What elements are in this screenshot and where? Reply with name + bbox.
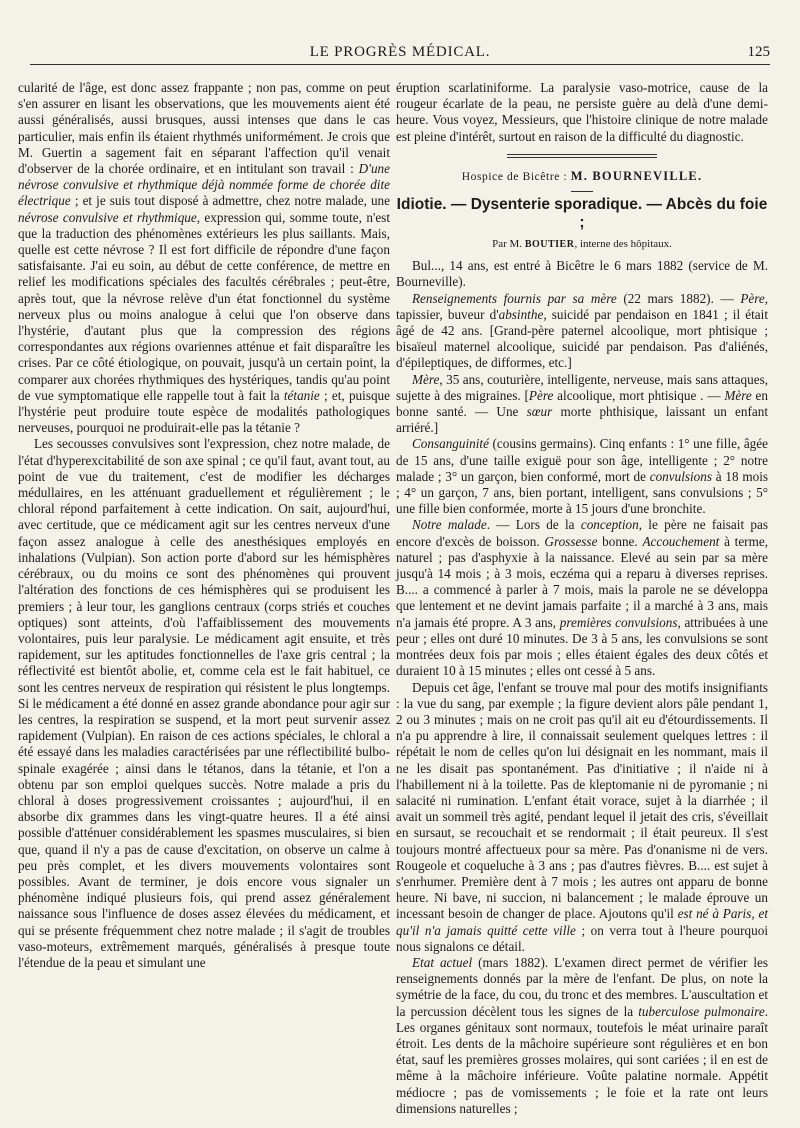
text-run: , attribuées à une peur ; elles ont duré 10 minutes. De 3 à 5 ans, les convulsions se sont montrées deux fois par mois ; elles étaient égales des deux côtés et duraient 10 à 15 minutes ; elles ont cessé à 5 ans. (396, 614, 768, 679)
page-header (30, 44, 770, 65)
text-run: ; et je suis tout disposé à admettre, chez notre malade, une (70, 193, 390, 209)
italic-text: névrose convulsive et rhythmique (18, 209, 197, 225)
text-run: alcoolique, mort phtisique . — (553, 387, 725, 403)
italic-text: tuberculose pulmonaire (638, 1003, 765, 1019)
text-run: . Les organes génitaux sont normaux, toutefois le méat urinaire paraît étroit. Les dents de la mâchoire supérieure sont régulières et en bon état, sauf les premières grosses molaires, qui sont cariées ; il en est de même à la mâchoire inférieure. Voûte palatine normale. Appétit médiocre ; pas de vomissements ; le foie et la rate ont leurs dimensions naturelles ; (396, 1003, 768, 1116)
article-title: Idiotie. — Dysenterie sporadique. — Abcès du foie ; (396, 196, 768, 232)
byline (396, 236, 768, 253)
italic-text: premières convulsions (559, 614, 678, 630)
page-number: 125 (747, 44, 770, 60)
italic-text: Père (528, 387, 554, 403)
text-run: ; on verra tout à l'heure pourquoi nous signalons ce détail. (396, 922, 768, 954)
byline-author: BOUTIER (524, 239, 575, 251)
text-run: éruption scarlatiniforme. La paralysie vaso-motrice, cause de la rougeur écarlate de la peau, ne persiste guère au delà d'une demi-heure. Vous voyez, Messieurs, que l'histoire clinique de notre malade est pleine d'intérêt, surtout en raison de la difficulté du diagnostic. (396, 80, 768, 144)
italic-text: Mère (724, 387, 752, 403)
hospice-name: Hospice de Bicêtre : (461, 170, 568, 183)
italic-text: Père (740, 290, 765, 306)
text-run: ; et, puisque l'hystérie peut produire toute espèce de modalités pathologiques nerveuses, pourquoi ne produirait-elle pas la tétanie ? (18, 387, 390, 436)
text-run: bonne. (597, 533, 643, 549)
paragraph (396, 291, 768, 372)
paragraph (396, 436, 768, 517)
italic-text: Renseignements fournis par sa mère (412, 290, 617, 306)
paragraph (396, 80, 768, 145)
right-column (396, 80, 768, 1117)
text-run: , le père ne faisait pas encore d'excès de boisson. (396, 517, 768, 549)
text-run: morte phthisique, laissant un enfant arriéré.] (396, 404, 768, 436)
italic-text: Etat actuel (412, 954, 473, 970)
running-title: LE PROGRÈS MÉDICAL. (309, 44, 491, 60)
small-separator (571, 191, 593, 192)
italic-text: tétanie (283, 387, 320, 403)
text-run: , 35 ans, couturière, intelligente, nerveuse, mais sans attaques, sujette à des migraines. [ (396, 371, 768, 403)
text-run: à 18 mois ; 4° un garçon, 7 ans, bien portant, intelligent, sans convulsions ; 5° une fille bien conformée, morte à 15 jours d'une bronchite. (396, 468, 768, 517)
paragraph (396, 372, 768, 437)
hospice-heading (396, 168, 768, 185)
text-run: (22 mars 1882). — (616, 290, 741, 306)
paragraph (18, 436, 390, 971)
text-run: , expression qui, somme toute, n'est que la traduction des phénomènes extérieurs les plus saillants. Mais, quelle est cette névrose ? Il est fort difficile de répondre d'une façon satisfaisante. J'ai eu soin, au début de cette conférence, de mettre en relief les modifications spéciales des facultés cérébrales ; peut-être, après tout, que la névrose relève d'un état fonctionnel du système nerveux plus ou moins analogue à celui que l'on observe dans l'hystérie, d'autant plus que la compression des régions correspondantes aux régions ovariennes atténue et fait disparaître les crises. Par ce côté étiologique, on pouvait, jusqu'à un certain point, la comparer aux chorées rhythmiques des hystériques, tandis qu'au point de vue symptomatique elle rappelle tout à fait la (18, 209, 390, 403)
byline-prefix: Par M. (492, 238, 523, 251)
paragraph (396, 517, 768, 679)
text-run: en bonne santé. — Une (396, 387, 768, 420)
paragraph (18, 80, 390, 436)
text-run: . — Lors de la (486, 517, 581, 533)
paragraph (396, 258, 768, 290)
byline-suffix: , interne des hôpitaux. (574, 238, 672, 251)
italic-text: conception (580, 517, 639, 533)
text-run: , suicidé par pendaison en 1841 ; il était âgé de 42 ans. [Grand-père paternel alcoolique, mort phtisique ; bisaïeul maternel alcoolique, suicidé par pendaison. Pas d'aliénés, d'épileptiques, de difformes, etc.] (396, 306, 768, 371)
italic-text: Consanguinité (412, 436, 489, 452)
left-column (18, 80, 390, 971)
italic-text: D'une névrose convulsive et rhythmique déjà nommée forme de chorée dite électrique (18, 161, 390, 209)
section-separator (507, 154, 657, 158)
italic-text: convulsions (649, 468, 713, 484)
italic-text: Accouchement (642, 533, 720, 549)
text-run: cularité de l'âge, est donc assez frappante ; non pas, comme on peut s'en assurer en lisant les observations, que les mouvements aient été aussi généralisés, aussi brusques, aussi intenses que dans le cas particulier, mais enfin ils étaient rhythmés uniformément. Je crois que M. Guertin a sagement fait en séparant l'affection qu'il venait d'observer de la chorée ordinaire, et en intitulant son travail : (18, 80, 390, 177)
italic-text: est né à Paris, et qu'il n'a jamais quitté cette ville (396, 906, 768, 938)
text-run: Les secousses convulsives sont l'expression, chez notre malade, de l'état d'hyperexcitabilité de son axe spinal ; ce qu'il faut, avant tout, au point de vue du traitement, c'est de modifier les décharges médullaires, en les atténuant graduellement et régulièrement ; le chloral répond parfaitement à cette indication. On sait, aujourd'hui, avec certitude, que ce médicament agit sur les centres nerveux d'une façon assez analogue à celle des anesthésiques employés en inhalations (Vulpian). Son action porte d'abord sur les hémisphères cérébraux, ou du moins ce sont des phénomènes qui prouvent l'altération des fonctions de ces hémisphères qui se produisent les premiers ; à leur tour, les ganglions centraux (corps striés et couches optiques) sont atteints, d'où l'affaiblissement des mouvements volontaires, puis leur paralysie. Le médicament agit ensuite, et très rapidement, sur les aptitudes fonctionnelles de l'axe gris central ; la réflectivité est bientôt abolie, et, comme cela est le fait habituel, ce sont les centres nerveux de respiration qui résistent le plus longtemps. Si le médicament a été donné en assez grande abondance pour agir sur les centres, la respiration se suspend, et la mort peut survenir assez rapidement (Vulpian). En raison de ces actions spéciales, le chloral a été essayé dans les maladies caractérisées par une réflectibilité bulbo-spinale exagérée ; ainsi dans le tétanos, dans la tétanie, et l'on a obtenu par son emploi quelques succès. Notre malade a pris du chloral à doses progressivement croissantes ; aujourd'hui, il en absorbe dix grammes dans les vingt-quatre heures. Il a été ainsi possible d'atténuer considérablement les spasmes musculaires, si bien que, quand il n'y a pas de cause d'excitation, on observe un calme à peu près complet, et les divers mouvements volontaires sont possibles. Avant de terminer, je dois encore vous signaler un phénomène indiqué plusieurs fois, qui prend assez généralement naissance sous l'influence de doses assez élevées du médicament, et qui se présente fréquemment chez notre malade ; il s'agit de troubles vaso-moteurs, extrêmement marqués, généralisés à presque toute l'étendue de la peau et simulant une (18, 436, 390, 970)
italic-text: sœur (526, 404, 553, 420)
text-run: (mars 1882). L'examen direct permet de vérifier les renseignements donnés par la mère de l'enfant. De plus, on note la symétrie de la face, du cou, du tronc et des membres. L'auscultation et la percussion décèlent tous les signes de la (396, 954, 768, 1019)
chef-service: M. BOURNEVILLE. (570, 168, 703, 183)
text-run: Bul..., 14 ans, est entré à Bicêtre le 6 mars 1882 (service de M. Bourneville). (396, 258, 768, 290)
text-run: (cousins germains). Cinq enfants : 1° une fille, âgée de 15 ans, d'une taille exiguë pour son âge, intelligente ; 2° notre malade ; 3° un garçon, bien conformé, mort de (396, 436, 768, 484)
paragraph (396, 680, 768, 955)
italic-text: Notre malade (412, 517, 487, 533)
italic-text: Mère (412, 371, 440, 387)
text-run: Depuis cet âge, l'enfant se trouve mal pour des motifs insignifiants : la vue du sang, par exemple ; la figure devient alors pâle pendant 1, 2 ou 3 minutes ; mais on ne croit pas qu'il ait eu d'étourdissements. Il n'a pu apprendre à lire, il connaissait seulement quelques lettres : il répétait le nom de celles qu'on lui désignait en les nommant, mais il ne les disait pas spontanément. Pas d'initiative ; il n'aide ni à l'habillement ni à la toilette. Pas de kleptomanie ni de pyromanie ; ni salacité ni rumination. L'enfant était vorace, sujet à la diarrhée ; il avait un sommeil très agité, pendant lequel il jetait des cris, s'éveillait en sursaut, se recouchait et se rendormait ; il était peureux. Il s'est toujours montré affectueux pour sa mère. Pas d'onanisme ni de vers. Rougeole et coqueluche à 3 ans ; pas d'autres fièvres. B.... est sujet à s'enrhumer. Première dent à 7 mois ; les autres ont apparu de bonne heure. Ni bave, ni succion, ni balancement ; le malade éprouve un incessant besoin de changer de place. Ajoutons qu'il (396, 679, 768, 922)
text-run: à terme, naturel ; pas d'asphyxie à la naissance. Elevé au sein par sa mère jusqu'à 14 mois ; à 3 mois, eczéma qui a reparu à diverses reprises. B.... a commencé à parler à 7 mois, mais la parole ne se développa que lentement et ne devint jamais parfaite ; il a marché à 3 ans, mais n'a jamais été propre. A 3 ans, (396, 533, 768, 630)
paragraph (396, 955, 768, 1117)
italic-text: Grossesse (544, 533, 598, 549)
text-run: , tapissier, buveur d' (396, 290, 769, 322)
italic-text: absinthe (498, 306, 544, 322)
